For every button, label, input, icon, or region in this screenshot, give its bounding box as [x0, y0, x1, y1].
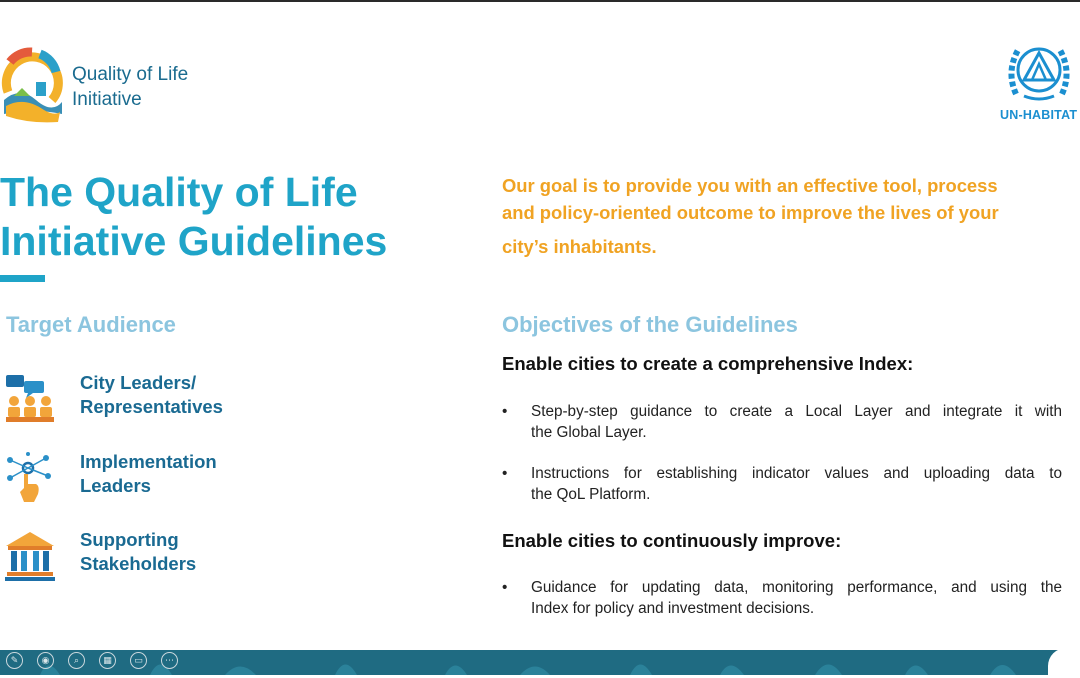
objectives-heading: Objectives of the Guidelines: [502, 312, 798, 337]
audience-label-line1: City Leaders/: [80, 372, 197, 393]
goal-line3: city’s inhabitants.: [502, 236, 657, 257]
qol-logo-line1: Quality of Life: [72, 64, 189, 85]
target-audience-heading: Target Audience: [6, 312, 176, 337]
meeting-icon: [4, 373, 56, 425]
un-habitat-logo: [996, 40, 1080, 130]
pen-tool-icon[interactable]: ✎: [6, 652, 23, 669]
audience-label-line2: Representatives: [80, 396, 223, 417]
subtitles-icon[interactable]: ▭: [130, 652, 147, 669]
objective-bullet-text: [531, 401, 1062, 443]
un-habitat-emblem-icon: [1004, 40, 1074, 102]
goal-line1: Our goal is to provide you with an effective tool, process: [502, 175, 998, 196]
slides-grid-icon[interactable]: ▦: [99, 652, 116, 669]
institution-building-icon: [4, 530, 56, 582]
bullet-dot: •: [502, 465, 508, 482]
network-hand-icon: [4, 452, 56, 504]
page-title-line2: Initiative Guidelines: [0, 218, 388, 264]
un-habitat-text: UN-HABITAT: [1000, 108, 1078, 122]
audience-label: [80, 371, 223, 419]
audience-label-line2: Stakeholders: [80, 553, 197, 574]
top-border: [0, 0, 1080, 2]
qol-initiative-logo: [0, 40, 220, 126]
title-underline: [0, 275, 45, 282]
objective-bullet-line2: the QoL Platform.: [531, 486, 651, 503]
qol-logo-line2: Initiative: [72, 89, 142, 110]
audience-label-line1: Implementation: [80, 451, 217, 472]
goal-line2: and policy-oriented outcome to improve the lives of your: [502, 202, 999, 223]
objective-bullet-line1: Instructions for establishing indicator values and uploading data to: [531, 465, 1062, 482]
page-title: [0, 168, 470, 266]
objective-bullet-line1: Guidance for updating data, monitoring performance, and using the: [531, 579, 1062, 596]
audience-label-line2: Leaders: [80, 475, 151, 496]
objective-bullet-text: [531, 577, 1062, 619]
laser-pointer-icon[interactable]: ◉: [37, 652, 54, 669]
qol-logo-text: [72, 62, 188, 112]
audience-label: [80, 528, 196, 576]
presentation-toolbar: [6, 652, 178, 670]
slide-corner: [1048, 648, 1080, 678]
audience-label-line1: Supporting: [80, 529, 179, 550]
audience-item-city-leaders: [0, 371, 300, 431]
qol-logo-mark-icon: [0, 42, 64, 124]
bullet-dot: •: [502, 579, 508, 596]
audience-item-implementation-leaders: [0, 450, 300, 510]
objective-group1-title: Enable cities to create a comprehensive Index:: [502, 353, 914, 374]
audience-item-supporting-stakeholders: [0, 528, 300, 588]
zoom-icon[interactable]: ⌕: [68, 652, 85, 669]
objective-bullet-text: [531, 463, 1062, 505]
audience-label: [80, 450, 217, 498]
objective-group2-title: Enable cities to continuously improve:: [502, 530, 842, 551]
page-title-line1: The Quality of Life: [0, 169, 358, 215]
more-options-icon[interactable]: ⋯: [161, 652, 178, 669]
objective-bullet-line2: the Global Layer.: [531, 424, 647, 441]
objective-bullet-line2: Index for policy and investment decisions.: [531, 600, 815, 617]
bullet-dot: •: [502, 403, 508, 420]
objective-bullet-line1: Step-by-step guidance to create a Local Layer and integrate it with: [531, 403, 1062, 420]
goal-statement: [502, 172, 1062, 260]
